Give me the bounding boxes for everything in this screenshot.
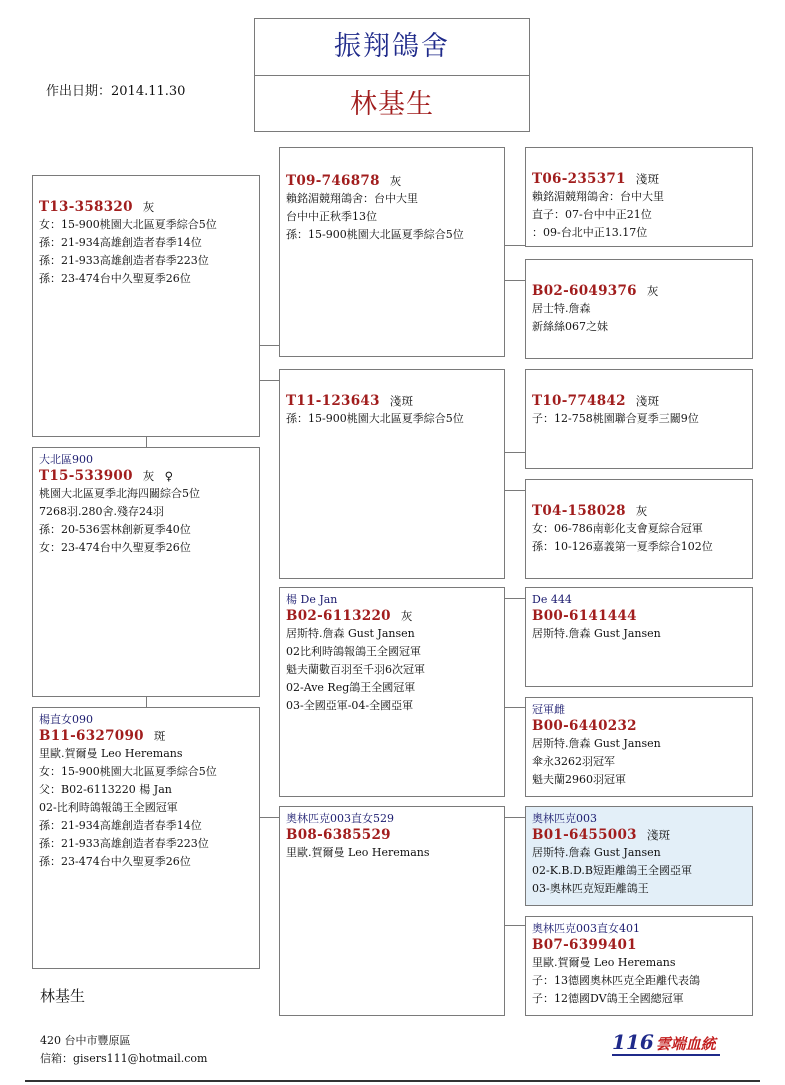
note: 子：12德國DV鴿王全國總冠軍 [532,992,684,1005]
logo-text: 雲端血統 [655,1035,716,1053]
ring-number: T10-774842 [532,393,626,409]
ring-number: B00-6141444 [532,608,637,624]
ring-number: B08-6385529 [286,827,391,843]
ring-number: B02-6049376 [532,283,637,299]
note: 孫：21-934高雄創造者春季14位 [39,236,202,249]
color: 淺斑 [635,172,660,186]
color: 灰 [400,609,413,623]
pedigree-card-sire [32,175,260,437]
color: 淺斑 [389,394,414,408]
footer-rule [25,1080,760,1082]
note: 居斯特.詹森 Gust Jansen [532,627,661,640]
note: 傘永3262羽冠军 [532,755,615,768]
color: 淺斑 [635,394,660,408]
note: 03-全國亞軍-04-全國亞軍 [286,699,414,712]
note: 03-奧林匹克短距離鴿王 [532,882,649,895]
note: 孫：21-933高雄創造者春季223位 [39,254,209,267]
pedigree-card-gen2-2 [279,369,505,579]
ring-number: B00-6440232 [532,718,637,734]
note: 女：23-474台中久聖夏季26位 [39,541,191,554]
note: 孫：23-474台中久聖夏季26位 [39,272,191,285]
pedigree-card-gen3-6 [525,697,753,797]
note: 女：15-900桃園大北區夏季綜合5位 [39,218,217,231]
note: 02-K.B.D.B短距離鴿王全國亞軍 [532,864,693,877]
note: 02-Ave Reg鴿王全國冠軍 [286,681,416,694]
note: 居斯特.詹森 Gust Jansen [286,627,415,640]
pedigree-card-gen3-1 [525,147,753,247]
note: 孫：21-933高雄創造者春季223位 [39,837,209,850]
note: 居斯特.詹森 Gust Jansen [532,737,661,750]
pedigree-card-gen3-2 [525,259,753,359]
note: 孫：10-126嘉義第一夏季綜合102位 [532,540,713,553]
pedigree-card-gen3-3 [525,369,753,469]
footer-address: 420 台中市豐原區 [40,1034,131,1047]
footer-email: 信箱：gisers111@hotmail.com [40,1052,208,1065]
note: 居士特.詹森 [532,302,591,315]
pedigree-card-gen2-3 [279,587,505,797]
pedigree-card-gen3-5 [525,587,753,687]
note: 新絲絲067之妹 [532,320,608,333]
color: 灰 [389,174,402,188]
note: 子：13德國奧林匹克全距離代表鴿 [532,974,700,987]
title-box [254,18,530,132]
ring-number: T04-158028 [532,503,626,519]
female-icon: ♀ [164,469,174,483]
note: 里歐.賀爾曼 Leo Heremans [532,956,676,969]
note: 賴銘湄競翔鴿舍：台中大里 [532,190,664,203]
note: 02-比利時鴿報鴿王全國冠軍 [39,801,178,814]
note: 孫：23-474台中久聖夏季26位 [39,855,191,868]
brand-logo [612,1030,716,1056]
note: 02比利時鴿報鴿王全國冠軍 [286,645,421,658]
note: 7268羽.280舍.殘存24羽 [39,505,164,518]
tag: De 444 [532,593,572,606]
note: 孫：15-900桃園大北區夏季綜合5位 [286,412,464,425]
note: 父：B02-6113220 楊 Jan [39,783,172,796]
note: ：09-台北中正13.17位 [532,226,648,239]
color: 斑 [153,729,166,743]
ring-number: B02-6113220 [286,608,391,624]
owner-name: 林基生 [350,89,434,120]
ring-number: B07-6399401 [532,937,637,953]
ring-number: T11-123643 [286,393,380,409]
note: 台中中正秋季13位 [286,210,377,223]
note: 女：15-900桃園大北區夏季綜合5位 [39,765,217,778]
ring-number: B11-6327090 [39,728,144,744]
note: 桃園大北區夏季北海四關綜合5位 [39,487,200,500]
tag: 奧林匹克003 [532,812,597,825]
note: 魁夫蘭數百羽至千羽6次冠軍 [286,663,425,676]
note: 居斯特.詹森 Gust Jansen [532,846,661,859]
logo-underline [612,1054,720,1056]
note: 里歐.賀爾曼 Leo Heremans [286,846,430,859]
pedigree-card-gen3-7 [525,806,753,906]
pedigree-card-gen2-1 [279,147,505,357]
color: 灰 [142,469,155,483]
note: 直子：07-台中中正21位 [532,208,652,221]
tag: 冠軍雌 [532,703,565,716]
loft-name: 振翔鴿舍 [255,19,529,76]
pedigree-card-gen3-4 [525,479,753,579]
ring-number: T15-533900 [39,468,133,484]
note: 孫：20-536雲林創新夏季40位 [39,523,191,536]
note: 里歐.賀爾曼 Leo Heremans [39,747,183,760]
pedigree-card-subject [32,707,260,969]
footer-owner-name: 林基生 [40,987,86,1005]
logo-number: 116 [612,1030,654,1054]
note: 孫：15-900桃園大北區夏季綜合5位 [286,228,464,241]
pedigree-card-dam [32,447,260,697]
ring-number: T06-235371 [532,171,626,187]
ring-number: T13-358320 [39,199,133,215]
tag: 楊直女090 [39,713,93,726]
tag: 奧林匹克003直女529 [286,812,394,825]
note: 賴銘湄競翔鴿舍：台中大里 [286,192,418,205]
ring-number: B01-6455003 [532,827,637,843]
pedigree-card-gen2-4 [279,806,505,1016]
color: 淺斑 [646,828,671,842]
color: 灰 [635,504,648,518]
color: 灰 [646,284,659,298]
note: 女：06-786南彰化支會夏綜合冠軍 [532,522,703,535]
color: 灰 [142,200,155,214]
tag: 大北區900 [39,453,93,466]
date-text: 作出日期：2014.11.30 [46,84,186,99]
ring-number: T09-746878 [286,173,380,189]
note: 魁夫蘭2960羽冠軍 [532,773,626,786]
note: 子：12-758桃園聯合夏季三關9位 [532,412,699,425]
pedigree-card-gen3-8 [525,916,753,1016]
note: 孫：21-934高雄創造者春季14位 [39,819,202,832]
tag: 奧林匹克003直女401 [532,922,640,935]
tag: 楊 De Jan [286,593,338,606]
